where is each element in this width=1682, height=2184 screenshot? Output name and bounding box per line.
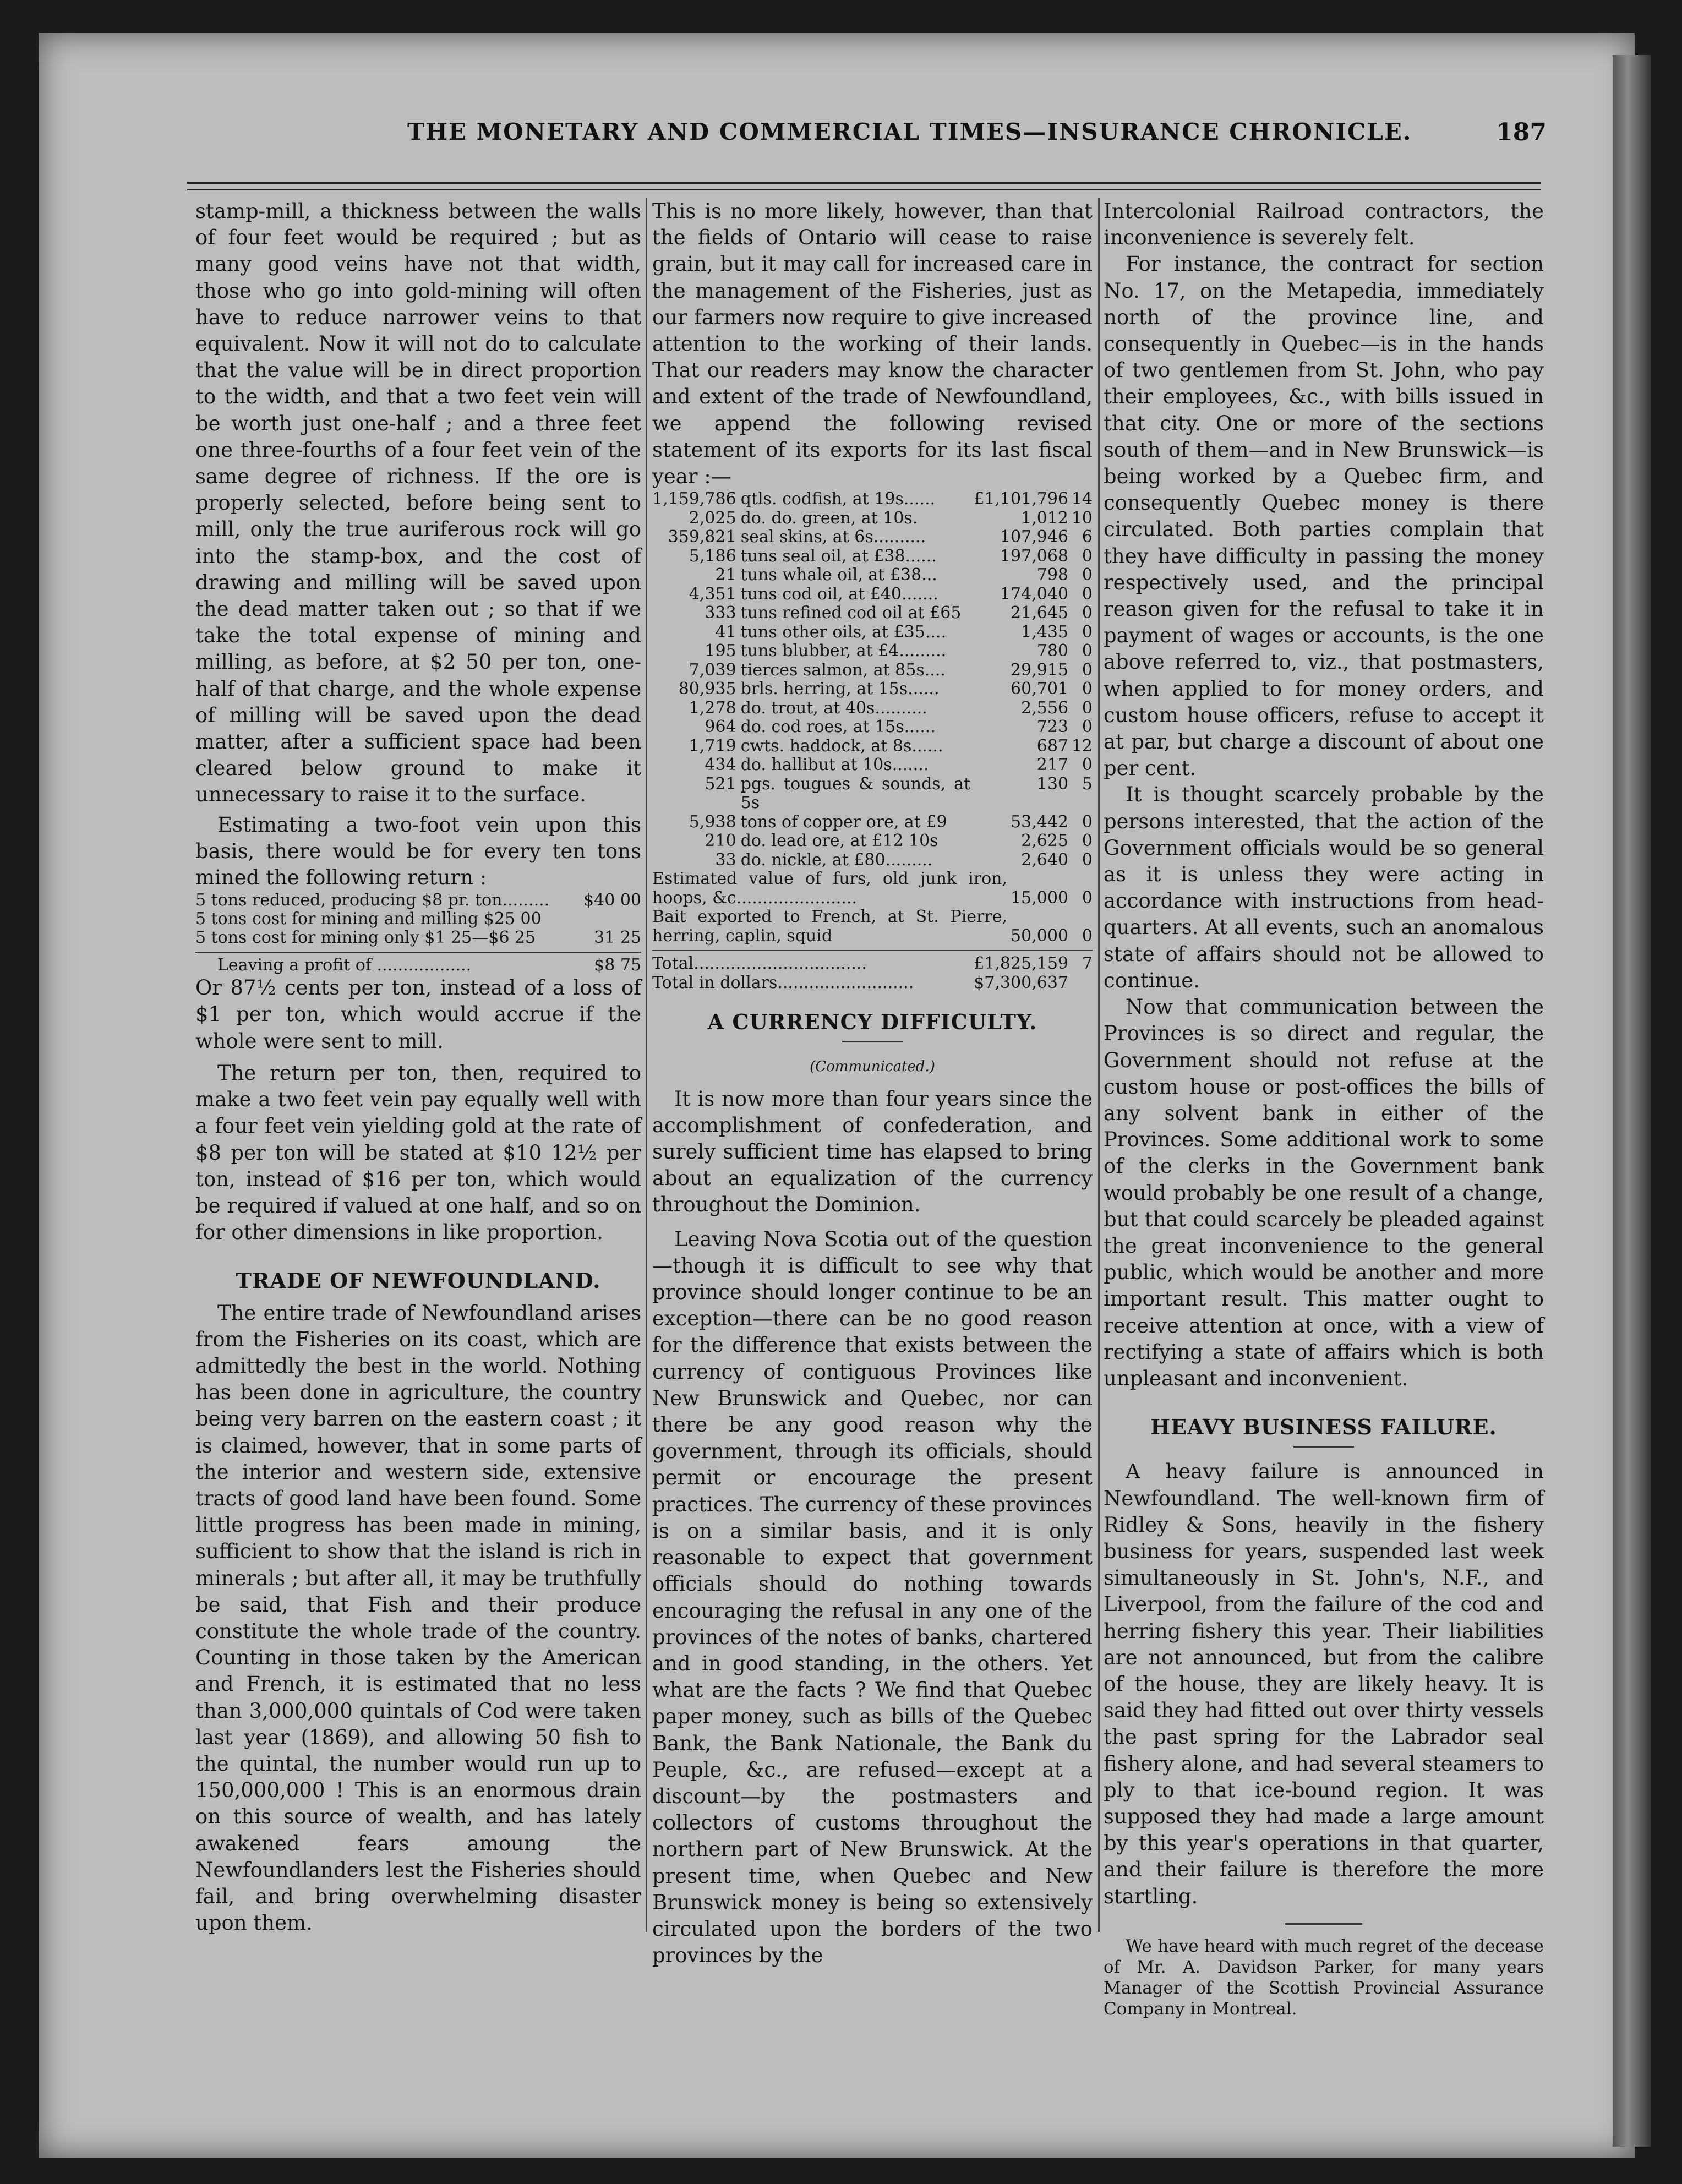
row-quantity: 7,039 — [689, 660, 736, 680]
table-row — [652, 566, 1093, 585]
row-quantity: 1,278 — [689, 698, 736, 718]
row-pence: 0 — [1082, 926, 1093, 946]
row-pence: 0 — [1082, 565, 1093, 585]
row-amount: 780 — [1036, 641, 1068, 661]
row-quantity: 33 — [715, 850, 736, 870]
heading-rule — [842, 1041, 903, 1042]
table-row — [652, 756, 1093, 775]
section-heading: HEAVY BUSINESS FAILURE. — [1150, 1415, 1497, 1440]
row-amount: 217 — [1036, 755, 1068, 775]
table-row — [652, 908, 1093, 946]
row-amount: 687 — [1036, 736, 1068, 756]
profit-label: Leaving a profit of .................. — [217, 956, 472, 975]
row-amount: 2,625 — [1021, 831, 1068, 851]
row-description: qtls. codfish, at 19s...... — [740, 489, 936, 509]
table-row — [652, 851, 1093, 870]
column-3 — [1104, 198, 1544, 2019]
row-amount — [578, 910, 641, 929]
row-amount: 50,000 — [1011, 926, 1068, 946]
paragraph: Intercolonial Railroad contractors, the inconvenience is severely felt. — [1104, 199, 1544, 250]
table-row — [652, 718, 1093, 737]
row-pence: 10 — [1071, 508, 1093, 528]
row-pence: 0 — [1082, 812, 1093, 832]
row-quantity: 359,821 — [668, 527, 736, 547]
row-pence: 5 — [1082, 774, 1093, 794]
row-description: do. lead ore, at £12 10s — [740, 831, 938, 851]
paragraph: Or 87½ cents per ton, instead of a loss of $1 per ton, which would accrue if the whole were sent to mill. — [195, 976, 641, 1053]
exports-table — [652, 490, 1093, 870]
total-amount: £1,825,159 — [974, 954, 1068, 974]
row-description: tierces salmon, at 85s.... — [740, 660, 946, 680]
row-description: tuns cod oil, at £40....... — [740, 584, 938, 604]
table-row — [652, 832, 1093, 851]
row-amount: 1,435 — [1021, 622, 1068, 642]
header-rule — [187, 182, 1541, 190]
row-description: tuns other oils, at £35.... — [740, 622, 946, 642]
paragraph: Now that communication between the Provinces is so direct and regular, the Government should not refuse at the custom house or post-offices the bills of any solvent bank in either of the Provinces. Some additional work to some of the clerks in the Government bank would probably be one result of a change, but that could scarcely be pleaded against the great inconvenience to the general public, which would be another and more important result. This matter ought to receive attention at once, with a view of rectifying a state of affairs which is both unpleasant and inconvenient. — [1104, 995, 1544, 1390]
table-row — [652, 528, 1093, 547]
row-description: tuns whale oil, at £38... — [740, 565, 937, 585]
section-heading: TRADE OF NEWFOUNDLAND. — [236, 1268, 601, 1293]
running-title: THE MONETARY AND COMMERCIAL TIMES—INSURANCE CHRONICLE. — [407, 118, 1412, 145]
row-description: tuns blubber, at £4......... — [740, 641, 947, 661]
paragraph: This is no more likely, however, than that the fields of Ontario will cease to raise grain, but it may call for increased care in the management of the Fisheries, just as our farmers now require to give increased attention to the working of their lands. That our readers may know the character and extent of the trade of Newfoundland, we append the following revised statement of its exports for its last fiscal year :— — [652, 199, 1093, 489]
row-amount: 53,442 — [1011, 812, 1068, 832]
row-label: 5 tons cost for mining and milling $25 00 — [195, 909, 542, 929]
row-amount: 31 25 — [594, 928, 641, 948]
column-divider — [1098, 198, 1100, 1932]
row-description: seal skins, at 6s.......... — [740, 527, 926, 547]
row-pence: 0 — [1082, 831, 1093, 851]
row-amount: 174,040 — [1000, 584, 1068, 604]
row-quantity: 434 — [705, 755, 736, 775]
page-number: 187 — [1496, 118, 1547, 146]
row-amount: 2,556 — [1021, 698, 1068, 718]
page-header — [149, 118, 1547, 151]
row-pence: 0 — [1082, 584, 1093, 604]
row-amount: 130 — [1036, 774, 1068, 794]
row-quantity: 333 — [705, 603, 736, 623]
row-amount: 15,000 — [1011, 888, 1068, 908]
row-quantity: 21 — [715, 565, 736, 585]
row-pence: 0 — [1082, 660, 1093, 680]
row-label: Bait exported to French, at St. Pierre, herring, caplin, squid — [652, 907, 1008, 946]
row-description: pgs. tougues & sounds, at 5s — [740, 774, 971, 813]
row-amount: 723 — [1036, 717, 1068, 737]
table-row — [652, 547, 1093, 566]
row-amount: 60,701 — [1011, 679, 1068, 699]
row-description: do. hallibut at 10s....... — [740, 755, 929, 775]
table-row — [652, 509, 1093, 528]
row-amount: 2,640 — [1021, 850, 1068, 870]
row-quantity: 41 — [715, 622, 736, 642]
row-quantity: 80,935 — [678, 679, 736, 699]
return-table — [195, 891, 641, 947]
row-quantity: 195 — [705, 641, 736, 661]
table-row — [195, 910, 641, 929]
table-row — [652, 775, 1093, 813]
table-row — [652, 737, 1093, 756]
table-row — [652, 954, 1093, 974]
table-row — [652, 623, 1093, 642]
row-pence: 0 — [1082, 546, 1093, 566]
table-row — [195, 929, 641, 947]
row-description: brls. herring, at 15s...... — [740, 679, 940, 699]
table-row — [652, 974, 1093, 993]
row-description: do. do. green, at 10s. — [740, 508, 918, 528]
row-quantity: 964 — [705, 717, 736, 737]
row-amount: 1,012 — [1021, 508, 1068, 528]
paragraph: Estimating a two-foot vein upon this basis, there would be for every ten tons mined the following return : — [195, 812, 641, 890]
binding-edge — [1613, 55, 1651, 2147]
total-pence: 7 — [1082, 954, 1093, 974]
totals — [652, 954, 1093, 992]
row-description: tuns refined cod oil at £65 — [740, 603, 962, 623]
row-pence: 0 — [1082, 888, 1093, 908]
table-row — [195, 891, 641, 910]
row-quantity: 1,719 — [689, 736, 736, 756]
paragraph: stamp-mill, a thickness between the walls of four feet would be required ; but as many good veins have not that width, those who go into gold-mining will often have to reduce narrower veins to that equivalent. Now it will not do to calculate that the value will be in direct proportion to the width, and that a two feet vein will be worth just one-half ; and a three feet one three-fourths of a four feet vein of the same degree of richness. If the ore is properly selected, before being sent to mill, only the true auriferous rock will go into the stamp-box, and the cost of drawing and milling will be saved upon the dead matter taken out ; so that if we take the total expense of mining and milling, as before, at $2 50 per ton, one-half of that charge, and the whole expense of milling will be saved upon the dead matter, after a sufficient space had been cleared below ground to make it unnecessary to raise it to the surface. — [195, 199, 641, 807]
table-row — [652, 490, 1093, 509]
row-quantity: 521 — [705, 774, 736, 794]
row-pence: 0 — [1082, 717, 1093, 737]
paragraph: A heavy failure is announced in Newfoundland. The well-known firm of Ridley & Sons, heavily in the fishery business for years, suspended last week simultaneously in St. John's, N.F., and Liverpool, from the failure of the cod and herring fishery this year. Their liabilities are not announced, but from the calibre of the house, they are likely heavy. It is said they had fitted out over thirty vessels the past spring for the Labrador seal fishery alone, and had several steamers to ply to that ice-bound region. It was supposed they had made a large amount by this year's operations in that quarter, and their failure is therefore the more startling. — [1104, 1460, 1544, 1908]
table-row — [652, 699, 1093, 718]
row-label: 5 tons reduced, producing $8 pr. ton......... — [195, 891, 550, 910]
table-row — [652, 642, 1093, 661]
row-pence: 0 — [1082, 698, 1093, 718]
row-quantity: 5,186 — [689, 546, 736, 566]
row-quantity: 2,025 — [689, 508, 736, 528]
paragraph: The entire trade of Newfoundland arises from the Fisheries on its coast, which are admittedly the best in the world. Nothing has been done in agriculture, the country being very barren on the eastern coast ; it is claimed, however, that in some parts of the interior and western side, extensive tracts of good land have been found. Some little progress has been made in mining, sufficient to show that the island is rich in minerals ; but after all, it may be truthfully be said, that Fish and their produce constitute the whole trade of the country. Counting in those taken by the American and French, it is estimated that no less than 3,000,000 quintals of Cod were taken last year (1869), and allowing 50 fish to the quintal, the number would run up to 150,000,000 ! This is an enormous drain on this source of wealth, and has lately awakened fears amoung the Newfoundlanders lest the Fisheries should fail, and bring overwhelming disaster upon them. — [195, 1301, 641, 1935]
row-description: cwts. haddock, at 8s...... — [740, 736, 943, 756]
table-row — [652, 813, 1093, 832]
paragraph: It is now more than four years since the accomplishment of confederation, and surely sufficient time has elapsed to bring about an equalization of the currency throughout the Dominion. — [652, 1086, 1093, 1217]
total-dollars-amount: $7,300,637 — [974, 973, 1068, 992]
table-rule — [195, 952, 641, 953]
column-2 — [652, 198, 1093, 1969]
row-quantity: 5,938 — [689, 812, 736, 832]
row-amount: $40 00 — [583, 891, 641, 910]
row-amount: 21,645 — [1011, 603, 1068, 623]
row-label: Estimated value of furs, old junk iron, hoops, &c....................... — [652, 869, 1008, 908]
column-1 — [195, 198, 641, 1936]
separator-rule — [1285, 1923, 1362, 1925]
paragraph: Leaving Nova Scotia out of the question—though it is difficult to see why that province should longer continue to be an exception—there can be no good reason for the difference that exists between the currency of contiguous Provinces like New Brunswick and Quebec, nor can there be any good reason why the government, through its officials, should permit or encourage the present practices. The currency of these provinces is on a similar basis, and it is only reasonable to expect that government officials should do nothing towards encouraging the refusal in any one of the provinces of the notes of banks, chartered and in good standing, in the others. Yet what are the facts ? We find that Quebec paper money, such as bills of the Quebec Bank, the Bank Nationale, the Bank du Peuple, &c., are refused—except at a discount—by the postmasters and collectors of customs throughout the northern part of New Brunswick. At the present time, when Quebec and New Brunswick money is being so extensively circulated upon the borders of the two provinces by the — [652, 1227, 1093, 1968]
exports-extra — [652, 870, 1093, 946]
row-amount: 29,915 — [1011, 660, 1068, 680]
table-rule — [652, 950, 1093, 951]
row-pence: 0 — [1082, 622, 1093, 642]
row-quantity: 1,159,786 — [652, 489, 736, 509]
row-pence: 0 — [1082, 641, 1093, 661]
paragraph: The return per ton, then, required to make a two feet vein pay equally well with a four feet vein yielding gold at the rate of $8 per ton will be stated at $10 12½ per ton, instead of $16 per ton, which would be required if valued at one half, and so on for other dimensions in like proportion. — [195, 1061, 641, 1244]
row-description: tons of copper ore, at £9 — [740, 812, 947, 832]
table-row — [652, 661, 1093, 680]
section-subheading: (Communicated.) — [810, 1058, 935, 1075]
row-amount: 798 — [1036, 565, 1068, 585]
row-description: do. nickle, at £80......... — [740, 850, 933, 870]
column-divider — [646, 198, 647, 1932]
row-pence: 0 — [1082, 850, 1093, 870]
row-amount: 107,946 — [1000, 527, 1068, 547]
table-row — [652, 870, 1093, 908]
row-pence: 0 — [1082, 755, 1093, 775]
paragraph: It is thought scarcely probable by the persons interested, that the action of the Government officials would be so general as it is unless they were acting in accordance with instructions from head-quarters. At all events, such an anomalous state of affairs should not be allowed to continue. — [1104, 783, 1544, 992]
heading-rule — [1293, 1446, 1354, 1448]
row-amount: 197,068 — [1000, 546, 1068, 566]
notice-paragraph: We have heard with much regret of the decease of Mr. A. Davidson Parker, for many years Manager of the Scottish Provincial Assurance Company in Montreal. — [1104, 1936, 1544, 2019]
row-pence: 6 — [1082, 527, 1093, 547]
row-description: do. cod roes, at 15s...... — [740, 717, 936, 737]
table-row — [652, 680, 1093, 699]
profit-row — [195, 956, 641, 975]
row-description: do. trout, at 40s.......... — [740, 698, 927, 718]
row-pence: 14 — [1071, 489, 1093, 509]
total-dollars-label: Total in dollars.......................... — [652, 973, 914, 992]
table-row — [652, 585, 1093, 604]
row-description: tuns seal oil, at £38...... — [740, 546, 937, 566]
table-row — [652, 604, 1093, 623]
paragraph: For instance, the contract for section No. 17, on the Metapedia, immediately north of the province line, and consequently in Quebec—is in the hands of two gentlemen from St. John, who pay their employees, &c., with bills issued in that city. One or more of the sections south of them—and in New Brunswick—is being worked by a Quebec firm, and consequently Quebec money is there circulated. Both parties complain that they have difficulty in passing the money respectively used, and the principal reason given for the refusal to take it in payment of wages or accounts, is the one above referred to, viz., that postmasters, when applied to for money orders, and custom house officers, refuse to accept it at par, but charge a discount of about one per cent. — [1104, 252, 1544, 780]
row-pence: 0 — [1082, 679, 1093, 699]
row-amount: £1,101,796 — [974, 489, 1068, 509]
row-label: 5 tons cost for mining only $1 25—$6 25 — [195, 928, 536, 948]
section-heading: A CURRENCY DIFFICULTY. — [707, 1009, 1037, 1035]
profit-amount: $8 75 — [594, 956, 641, 975]
total-label: Total................................. — [652, 954, 867, 974]
row-pence: 0 — [1082, 603, 1093, 623]
row-pence: 12 — [1071, 736, 1093, 756]
row-quantity: 210 — [705, 831, 736, 851]
row-quantity: 4,351 — [689, 584, 736, 604]
